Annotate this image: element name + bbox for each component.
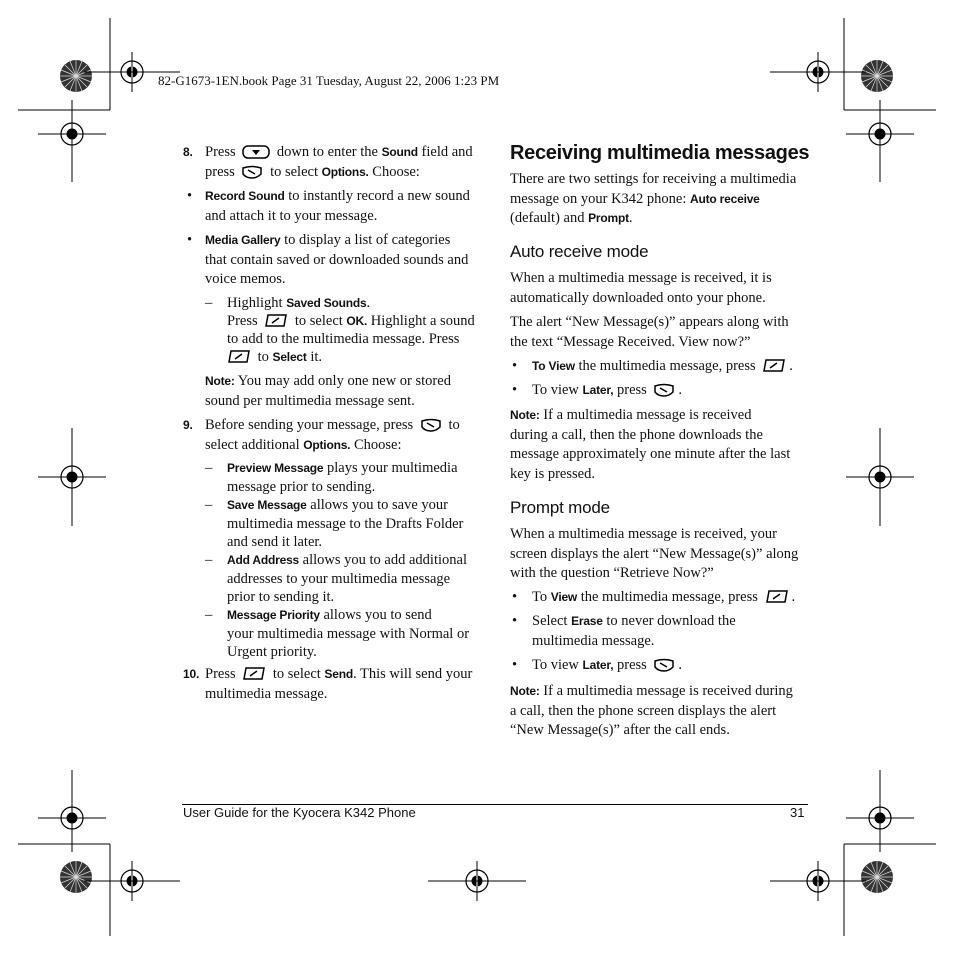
left-softkey-icon	[762, 359, 786, 373]
media-gallery-item	[205, 231, 495, 290]
text: . This will send your	[352, 666, 473, 682]
text: To view	[532, 657, 579, 673]
record-sound-item	[205, 187, 495, 226]
text: that contain saved or downloaded sounds and	[205, 251, 469, 268]
text: Highlight	[227, 295, 283, 311]
auto-receive-heading: Auto receive mode	[510, 242, 649, 261]
text: and send it later.	[227, 534, 323, 550]
auto-receive-paragraph	[510, 269, 810, 308]
preview-message-item	[227, 459, 497, 496]
step-8-text	[205, 143, 495, 182]
text: Later,	[582, 658, 614, 672]
text: Sound	[381, 145, 418, 159]
bullet: •	[512, 589, 518, 605]
prompt-later-item	[532, 656, 812, 676]
prompt-paragraph	[510, 525, 810, 584]
text: your multimedia message with Normal or	[227, 625, 470, 642]
text: a call, then the phone screen displays the alert	[510, 702, 777, 719]
text: Record Sound	[205, 189, 285, 203]
text: press	[616, 382, 647, 398]
text: Saved Sounds	[286, 296, 367, 310]
bullet: •	[187, 232, 193, 248]
text: When a multimedia message is received, your	[510, 526, 777, 542]
dash: –	[205, 607, 213, 623]
text: allows you to add additional	[302, 552, 467, 568]
text: to never download the	[606, 613, 736, 629]
text: the text “Message Received. View now?”	[510, 333, 751, 350]
text: Press	[227, 313, 258, 329]
text: addresses to your multimedia message	[227, 570, 451, 587]
dash: –	[205, 497, 213, 513]
text: key is pressed.	[510, 465, 595, 482]
right-softkey-icon	[241, 165, 263, 179]
bullet: •	[512, 613, 518, 629]
auto-view-item	[532, 357, 812, 377]
text: allows you to save your	[310, 497, 449, 513]
text: Select	[272, 350, 307, 364]
intro-paragraph	[510, 170, 810, 229]
text: “New Message(s)” after the call ends.	[510, 722, 730, 738]
right-softkey-icon	[653, 383, 675, 397]
text: to select	[294, 313, 343, 329]
text: Options.	[321, 164, 369, 179]
section-title: Receiving multimedia messages	[510, 142, 810, 164]
bullet: •	[512, 657, 518, 673]
text: Before sending your message, press	[205, 417, 414, 433]
step-10-text	[205, 665, 495, 704]
file-info-header: 82-G1673-1EN.book Page 31 Tuesday, August 22, 2006 1:23 PM	[158, 73, 500, 88]
bullet: •	[512, 358, 518, 374]
prompt-mode-heading: Prompt mode	[510, 498, 610, 517]
left-softkey-icon	[242, 667, 266, 681]
text: If a multimedia message is received during	[543, 683, 793, 699]
page-number: 31	[790, 805, 805, 820]
text: multimedia message.	[532, 632, 655, 649]
auto-alert-paragraph	[510, 313, 810, 352]
text: Select	[532, 613, 568, 629]
text: to select	[270, 163, 318, 180]
prompt-mode-note	[510, 682, 810, 741]
text: Highlight a sound	[370, 313, 475, 329]
footer-title: User Guide for the Kyocera K342 Phone	[183, 805, 416, 820]
text: to display a list of categories	[284, 232, 451, 248]
text: allows you to send	[323, 607, 432, 623]
navigation-key-icon	[242, 145, 270, 159]
text: To view	[532, 382, 579, 398]
text: voice memos.	[205, 271, 286, 287]
text: Send	[324, 667, 353, 681]
text: (default) and	[510, 210, 585, 226]
text: Urgent priority.	[227, 644, 317, 660]
text: during a call, then the phone downloads the	[510, 426, 763, 443]
add-address-item	[227, 551, 497, 607]
note-label: Note:	[510, 684, 540, 698]
text: To View	[532, 359, 575, 373]
text: The alert “New Message(s)” appears along with	[510, 314, 789, 330]
text: multimedia message.	[205, 685, 328, 702]
note-label: Note:	[510, 408, 540, 422]
text: Preview Message	[227, 461, 324, 475]
text: .	[628, 210, 633, 226]
text: Media Gallery	[205, 233, 281, 247]
text: sound per multimedia message sent.	[205, 392, 415, 409]
text: Choose:	[372, 163, 420, 180]
text: press	[616, 657, 647, 673]
right-softkey-icon	[653, 658, 675, 672]
text: field and	[421, 144, 473, 160]
text: .	[678, 382, 683, 398]
text: the multimedia message, press	[580, 589, 758, 605]
text: press	[205, 163, 235, 180]
text: To	[532, 589, 548, 605]
text: message prior to sending.	[227, 478, 376, 495]
save-message-item	[227, 496, 497, 552]
text: screen displays the alert “New Message(s)” along	[510, 545, 799, 562]
dash: –	[205, 460, 213, 476]
text: Erase	[571, 614, 603, 628]
text: select additional	[205, 436, 300, 453]
prompt-erase-item	[532, 612, 812, 651]
note-sound-limit	[205, 372, 495, 411]
text: down to enter the	[276, 144, 378, 160]
saved-sounds-item	[227, 294, 497, 366]
text: plays your multimedia	[327, 460, 458, 476]
text: the multimedia message, press	[578, 358, 756, 374]
text: OK.	[346, 314, 368, 328]
text: Save Message	[227, 498, 307, 512]
step-number: 9.	[183, 418, 193, 432]
text: automatically downloaded onto your phone.	[510, 289, 766, 306]
auto-later-item	[532, 381, 812, 401]
text: When a multimedia message is received, it is	[510, 270, 772, 286]
step-9	[183, 416, 193, 436]
text: prior to sending it.	[227, 589, 335, 605]
auto-receive-note	[510, 406, 810, 484]
text: You may add only one new or stored	[237, 373, 451, 389]
text: message approximately one minute after the last	[510, 446, 791, 462]
text: View	[550, 590, 578, 604]
text: Prompt	[588, 211, 629, 225]
left-softkey-icon	[264, 314, 288, 328]
text: to instantly record a new sound	[288, 188, 470, 204]
text: message on your K342 phone:	[510, 190, 687, 207]
text: Press	[205, 666, 236, 682]
dash: –	[205, 295, 213, 311]
step-9-text	[205, 416, 495, 455]
step-number: 8.	[183, 145, 193, 159]
text: Message Priority	[227, 608, 320, 622]
message-priority-item	[227, 606, 497, 662]
dash: –	[205, 552, 213, 568]
right-softkey-icon	[420, 418, 442, 432]
bullet: •	[512, 382, 518, 398]
step-number: 10.	[183, 667, 200, 681]
text: to add to the multimedia message. Press	[227, 331, 460, 347]
text: Choose:	[353, 436, 402, 453]
left-softkey-icon	[765, 590, 789, 604]
text: Options.	[303, 437, 351, 452]
text: to	[448, 417, 460, 433]
text: There are two settings for receiving a multimedia	[510, 171, 797, 187]
note-label: Note:	[205, 374, 235, 388]
text: .	[789, 358, 793, 374]
text: Press	[205, 144, 236, 160]
text: with the question “Retrieve Now?”	[510, 565, 714, 581]
text: Auto receive	[690, 191, 760, 206]
text: it.	[310, 349, 322, 365]
text: Later,	[582, 383, 614, 397]
text: to select	[272, 666, 321, 682]
text: .	[791, 589, 796, 605]
left-softkey-icon	[227, 350, 251, 364]
text: .	[366, 295, 371, 311]
prompt-view-item	[532, 588, 812, 608]
text: to	[257, 349, 269, 365]
text: .	[678, 657, 683, 673]
step-8	[183, 143, 193, 163]
text: multimedia message to the Drafts Folder	[227, 515, 464, 532]
text: and attach it to your message.	[205, 207, 378, 224]
text: Add Address	[227, 553, 300, 567]
bullet: •	[187, 188, 193, 204]
text: If a multimedia message is received	[543, 407, 752, 423]
step-10	[183, 665, 199, 685]
